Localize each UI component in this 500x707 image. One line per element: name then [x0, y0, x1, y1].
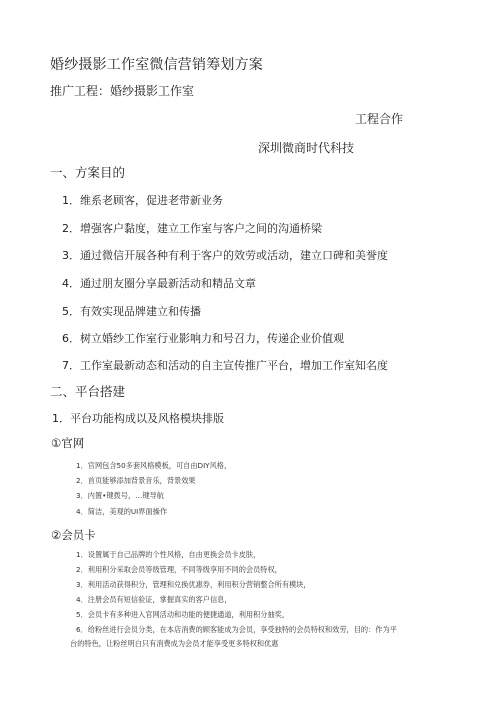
- member-card-heading: ②会员卡: [51, 528, 96, 542]
- section1-heading: 一、方案目的: [50, 165, 126, 180]
- official-site-item: 4．简洁，美观的UI界面操作: [76, 507, 168, 516]
- section1-item: 7．工作室最新动态和活动的自主宣传推广平台，增加工作室知名度: [62, 359, 388, 372]
- document-title: 婚纱摄影工作室微信营销筹划方案: [50, 57, 263, 73]
- section1-item: 1．维系老顾客，促进老带新业务: [62, 194, 223, 207]
- section1-item: 5．有效实现品牌建立和传播: [62, 305, 201, 318]
- member-card-item: 3．利用活动获得积分，管理和兑换优惠券，利用积分营销整合所有模块，: [76, 580, 311, 589]
- section2-heading: 二、平台搭建: [50, 384, 126, 399]
- member-card-item: 台的特色，让粉丝明白只有消费成为会员才能享受更多特权和优惠: [70, 639, 279, 648]
- cooperation-label: 工程合作: [355, 112, 404, 126]
- section1-item: 2．增强客户黏度，建立工作室与客户之间的沟通桥梁: [62, 222, 322, 235]
- member-card-item: 4．注册会员有短信验证，掌握真实的客户信息，: [76, 595, 232, 604]
- member-card-item: 5．会员卡有多种进入官网活动和功能的便捷通道，利用积分抽奖，: [76, 610, 290, 619]
- section1-item: 6．树立婚纱工作室行业影响力和号召力，传递企业价值观: [62, 332, 344, 345]
- official-site-heading: ①官网: [51, 436, 85, 450]
- official-site-item: 3．内置•键拨号，…键导航: [76, 491, 164, 500]
- official-site-item: 1．官网包含50多套风格模板，可自由DIY风格，: [76, 461, 232, 470]
- company-name: 深圳微商时代科技: [258, 141, 355, 155]
- member-card-item: 2．利用积分采取会员等级管理，不同等级享用不同的会员特权，: [76, 565, 282, 574]
- project-line: 推广工程：婚纱摄影工作室: [50, 84, 195, 98]
- member-card-item: 6．给粉丝进行会员分类，在本店消费的顾客能成为会员，享受独特的会员特权和效劳，目的：作为平: [76, 625, 397, 634]
- section1-item: 3．通过微信开展各种有利于客户的效劳或活动，建立口碑和美誉度: [62, 249, 388, 262]
- section2-subheading: 1．平台功能构成以及风格模块排版: [52, 412, 224, 425]
- member-card-item: 1．设置属于自己品牌的个性风格，自由更换会员卡皮肤，: [76, 550, 261, 559]
- section1-item: 4．通过朋友圈分享最新活动和精品文章: [62, 277, 256, 290]
- official-site-item: 2．首页能够添加背景音乐，背景效果: [76, 476, 196, 485]
